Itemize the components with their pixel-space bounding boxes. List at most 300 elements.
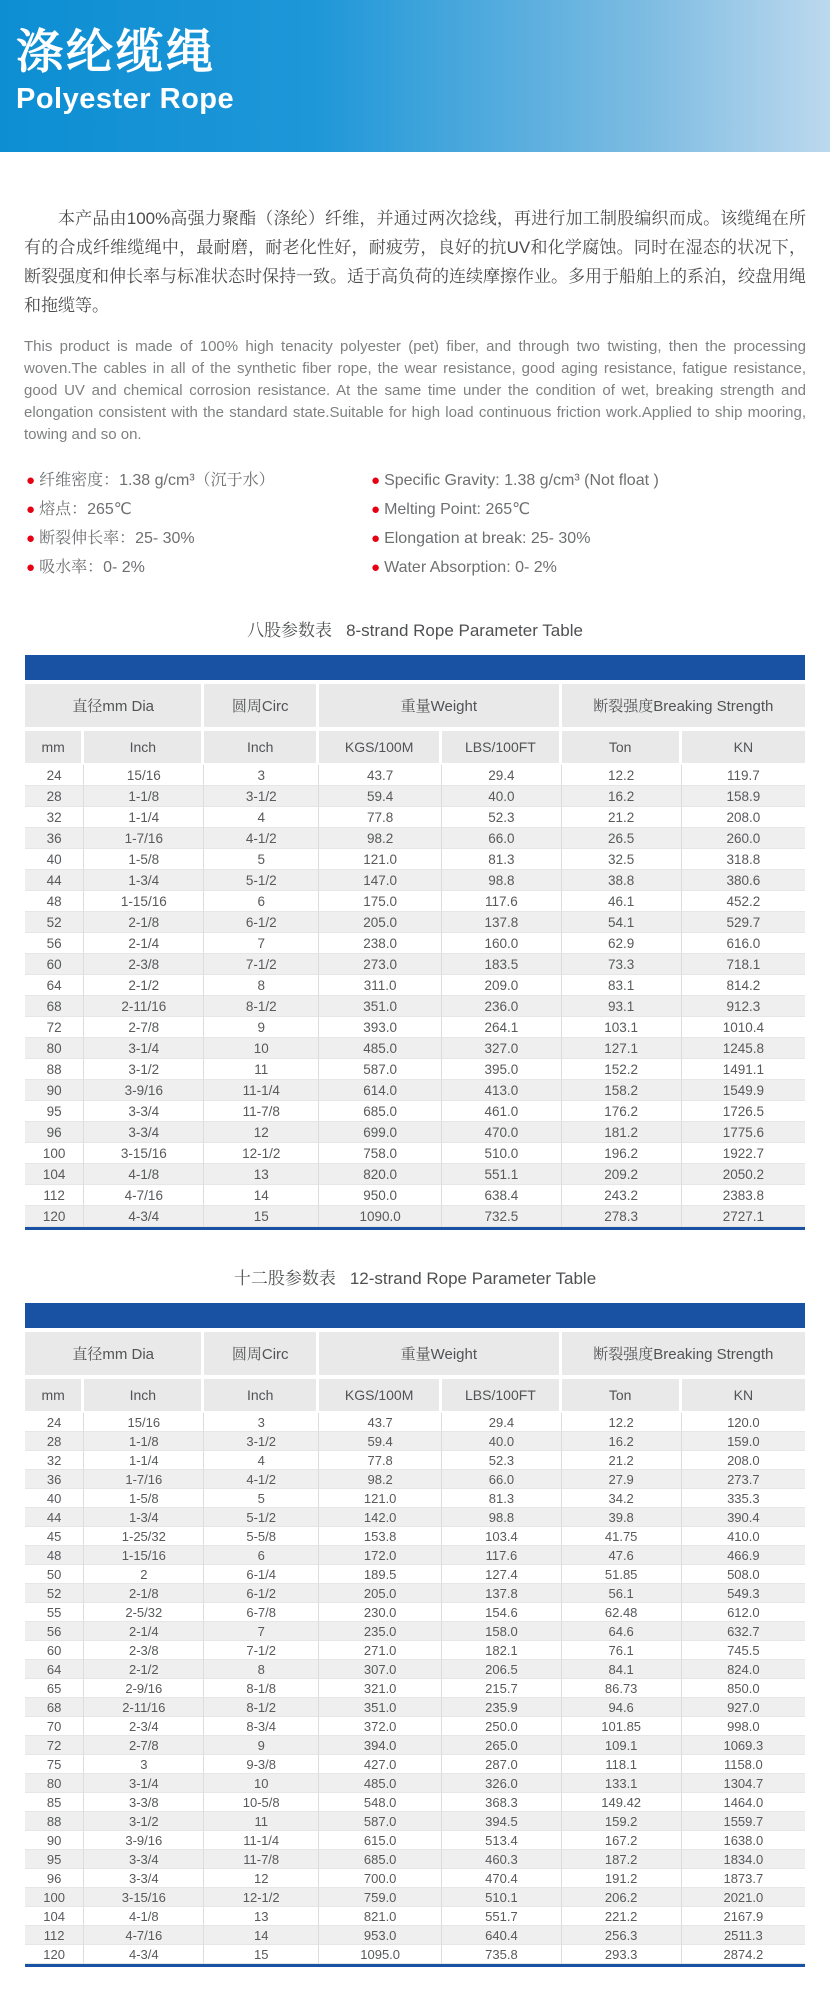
table-cell: 72: [25, 1017, 84, 1038]
table-cell: 1-1/8: [84, 786, 204, 807]
table-cell: 287.0: [442, 1755, 561, 1774]
table-cell: 2383.8: [682, 1185, 805, 1206]
table-cell: 1922.7: [682, 1143, 805, 1164]
table-cell: 158.9: [682, 786, 805, 807]
table-cell: 154.6: [442, 1603, 561, 1622]
table-cell: 98.8: [442, 870, 561, 891]
table-cell: 3-3/4: [84, 1850, 204, 1869]
table-cell: 36: [25, 828, 84, 849]
table-cell: 66.0: [442, 828, 561, 849]
table-cell: 614.0: [319, 1080, 442, 1101]
table-cell: 235.0: [319, 1622, 442, 1641]
table-cell: 485.0: [319, 1038, 442, 1059]
table-cell: 56: [25, 933, 84, 954]
bullet-icon: ●: [371, 472, 381, 489]
table-cell: 103.1: [562, 1017, 682, 1038]
table-row: [25, 1945, 805, 1964]
bullet-icon: ●: [26, 530, 36, 547]
table-cell: 83.1: [562, 975, 682, 996]
table-cell: 41.75: [562, 1527, 682, 1546]
table-cell: 65: [25, 1679, 84, 1698]
table-cell: 21.2: [562, 1451, 682, 1470]
table-cell: 1775.6: [682, 1122, 805, 1143]
table-cell: 94.6: [562, 1698, 682, 1717]
table-cell: 93.1: [562, 996, 682, 1017]
table-row: [25, 933, 805, 954]
table-row: [25, 1527, 805, 1546]
spec-item-label: Elongation at break: 25- 30%: [384, 530, 591, 547]
table-row: [25, 1101, 805, 1122]
table-cell: 12-1/2: [204, 1143, 319, 1164]
table-cell: 821.0: [319, 1907, 442, 1926]
table-cell: 10-5/8: [204, 1793, 319, 1812]
table-cell: 117.6: [442, 1546, 561, 1565]
table-cell: 24: [25, 765, 84, 786]
table-row: [25, 1508, 805, 1527]
group-column-header: 圆周Circ: [204, 1332, 319, 1379]
table-cell: 44: [25, 870, 84, 891]
table-cell: 13: [204, 1164, 319, 1185]
table-cell: 321.0: [319, 1679, 442, 1698]
table-cell: 52: [25, 912, 84, 933]
intro-paragraph-en: This product is made of 100% high tenacity polyester (pet) fiber, and through two twisting, then the processing woven.The cables in all of the synthetic fiber rope, the wear resistance, good aging resistance, fatigue resistance, good UV and chemical corrosion resistance. At the same time under the condition of wet, breaking strength and elongation consistent with the standard state.Suitable for high load continuous friction work.Applied to ship mooring, towing and so on.: [24, 338, 806, 443]
table-row: [25, 891, 805, 912]
table-cell: 1-1/4: [84, 807, 204, 828]
table-cell: 98.8: [442, 1508, 561, 1527]
table-row: [25, 1546, 805, 1565]
table-row: [25, 1451, 805, 1470]
table-cell: 427.0: [319, 1755, 442, 1774]
table-cell: 2-11/16: [84, 996, 204, 1017]
table-cell: 380.6: [682, 870, 805, 891]
table-cell: 549.3: [682, 1584, 805, 1603]
group-header-row: [25, 684, 805, 731]
table-row: [25, 1059, 805, 1080]
table-cell: 208.0: [682, 807, 805, 828]
table-cell: 12-1/2: [204, 1888, 319, 1907]
group-column-header: 断裂强度Breaking Strength: [562, 684, 805, 731]
table-cell: 59.4: [319, 786, 442, 807]
table-cell: 9: [204, 1017, 319, 1038]
table-cell: 112: [25, 1185, 84, 1206]
table-cell: 685.0: [319, 1850, 442, 1869]
table-12strand: [25, 1303, 805, 1967]
table-cell: 470.0: [442, 1122, 561, 1143]
table-cell: 68: [25, 996, 84, 1017]
table-row: [25, 1660, 805, 1679]
table-cell: 2-1/8: [84, 1584, 204, 1603]
column-header: KN: [682, 731, 805, 765]
table-cell: 3-3/8: [84, 1793, 204, 1812]
table-cell: 176.2: [562, 1101, 682, 1122]
table-cell: 8-3/4: [204, 1717, 319, 1736]
table-row: [25, 1907, 805, 1926]
table-cell: 64: [25, 975, 84, 996]
table-cell: 40: [25, 849, 84, 870]
table-cell: 3-1/2: [204, 786, 319, 807]
table-row: [25, 1793, 805, 1812]
table-cell: 485.0: [319, 1774, 442, 1793]
table-cell: 100: [25, 1143, 84, 1164]
table-cell: 1-3/4: [84, 870, 204, 891]
table-cell: 4: [204, 807, 319, 828]
table-cell: 117.6: [442, 891, 561, 912]
table-cell: 215.7: [442, 1679, 561, 1698]
table-cell: 62.9: [562, 933, 682, 954]
table-cell: 16.2: [562, 786, 682, 807]
table-cell: 8-1/2: [204, 1698, 319, 1717]
table-cell: 685.0: [319, 1101, 442, 1122]
table-row: [25, 996, 805, 1017]
table-cell: 1726.5: [682, 1101, 805, 1122]
table-cell: 149.42: [562, 1793, 682, 1812]
table-cell: 7: [204, 1622, 319, 1641]
table-cell: 206.2: [562, 1888, 682, 1907]
spec-item-label: 纤维密度：1.38 g/cm³（沉于水）: [39, 472, 275, 489]
table-cell: 1245.8: [682, 1038, 805, 1059]
table-cell: 40: [25, 1489, 84, 1508]
table-cell: 335.3: [682, 1489, 805, 1508]
table-cell: 183.5: [442, 954, 561, 975]
column-header-row: [25, 1379, 805, 1413]
table-cell: 243.2: [562, 1185, 682, 1206]
table-cell: 44: [25, 1508, 84, 1527]
table-cell: 4-7/16: [84, 1185, 204, 1206]
group-header-row: [25, 1332, 805, 1379]
table-cell: 368.3: [442, 1793, 561, 1812]
table-cell: 7-1/2: [204, 954, 319, 975]
table-cell: 615.0: [319, 1831, 442, 1850]
table-cell: 6: [204, 891, 319, 912]
table-cell: 34.2: [562, 1489, 682, 1508]
table-row: [25, 1603, 805, 1622]
table-cell: 8: [204, 1660, 319, 1679]
group-column-header: 重量Weight: [319, 1332, 562, 1379]
table-cell: 508.0: [682, 1565, 805, 1584]
bullet-icon: ●: [26, 501, 36, 518]
table-cell: 29.4: [442, 1413, 561, 1432]
table-cell: 75: [25, 1755, 84, 1774]
table-cell: 1834.0: [682, 1850, 805, 1869]
table-cell: 5: [204, 1489, 319, 1508]
table-cell: 28: [25, 786, 84, 807]
table-row: [25, 1926, 805, 1945]
table-cell: 26.5: [562, 828, 682, 849]
table-cell: 127.4: [442, 1565, 561, 1584]
table-cell: 3-1/4: [84, 1774, 204, 1793]
table-cell: 265.0: [442, 1736, 561, 1755]
table-cell: 372.0: [319, 1717, 442, 1736]
spec-item: [26, 466, 371, 495]
table-cell: 351.0: [319, 1698, 442, 1717]
table-cell: 1873.7: [682, 1869, 805, 1888]
bullet-icon: ●: [371, 530, 381, 547]
table-cell: 77.8: [319, 1451, 442, 1470]
table-title-8strand: [0, 616, 830, 641]
table-row: [25, 1185, 805, 1206]
table-cell: 15/16: [84, 765, 204, 786]
table-cell: 6-1/4: [204, 1565, 319, 1584]
table-cell: 137.8: [442, 1584, 561, 1603]
table-cell: 953.0: [319, 1926, 442, 1945]
table-cell: 3-15/16: [84, 1143, 204, 1164]
column-header: KN: [682, 1379, 805, 1413]
table-cell: 1069.3: [682, 1736, 805, 1755]
table-cell: 2-7/8: [84, 1017, 204, 1038]
table-cell: 8-1/2: [204, 996, 319, 1017]
table-cell: 119.7: [682, 765, 805, 786]
table-cell: 133.1: [562, 1774, 682, 1793]
table-cell: 15: [204, 1206, 319, 1227]
table-cell: 175.0: [319, 891, 442, 912]
table-cell: 153.8: [319, 1527, 442, 1546]
table-cell: 45: [25, 1527, 84, 1546]
table-cell: 172.0: [319, 1546, 442, 1565]
spec-item: [26, 495, 371, 524]
table-cell: 1-15/16: [84, 1546, 204, 1565]
table-cell: 236.0: [442, 996, 561, 1017]
table-cell: 273.7: [682, 1470, 805, 1489]
table-cell: 3-3/4: [84, 1869, 204, 1888]
table-cell: 221.2: [562, 1907, 682, 1926]
spec-item: [371, 524, 659, 553]
table-cell: 273.0: [319, 954, 442, 975]
table-row: [25, 1413, 805, 1432]
table-cell: 80: [25, 1774, 84, 1793]
table-cell: 1-1/8: [84, 1432, 204, 1451]
table-cell: 120: [25, 1206, 84, 1227]
table-cell: 38.8: [562, 870, 682, 891]
table-cell: 7: [204, 933, 319, 954]
table-cell: 3-9/16: [84, 1080, 204, 1101]
table-cell: 14: [204, 1926, 319, 1945]
table-cell: 206.5: [442, 1660, 561, 1679]
column-header-row: [25, 731, 805, 765]
table-cell: 950.0: [319, 1185, 442, 1206]
table-row: [25, 1717, 805, 1736]
table-cell: 311.0: [319, 975, 442, 996]
table-cell: 121.0: [319, 1489, 442, 1508]
table-cell: 54.1: [562, 912, 682, 933]
table-cell: 60: [25, 954, 84, 975]
table-cell: 2874.2: [682, 1945, 805, 1964]
table-cell: 466.9: [682, 1546, 805, 1565]
table-cell: 10: [204, 1038, 319, 1059]
table-cell: 66.0: [442, 1470, 561, 1489]
table-cell: 73.3: [562, 954, 682, 975]
spec-item: [371, 553, 659, 582]
table-cell: 36: [25, 1470, 84, 1489]
table-cell: 3-1/4: [84, 1038, 204, 1059]
table-row: [25, 1888, 805, 1907]
table-cell: 1-15/16: [84, 891, 204, 912]
table-cell: 264.1: [442, 1017, 561, 1038]
bullet-icon: ●: [26, 559, 36, 576]
table-cell: 2-5/32: [84, 1603, 204, 1622]
table-cell: 318.8: [682, 849, 805, 870]
table-cell: 50: [25, 1565, 84, 1584]
table-row: [25, 1812, 805, 1831]
spec-item: [371, 495, 659, 524]
table-cell: 307.0: [319, 1660, 442, 1679]
table-cell: 51.85: [562, 1565, 682, 1584]
column-header: KGS/100M: [319, 1379, 442, 1413]
table-cell: 529.7: [682, 912, 805, 933]
table-row: [25, 870, 805, 891]
table-row: [25, 1143, 805, 1164]
table-cell: 196.2: [562, 1143, 682, 1164]
table-title-12strand-zh: 十二股参数表: [233, 1269, 336, 1288]
table-cell: 2727.1: [682, 1206, 805, 1227]
table-cell: 390.4: [682, 1508, 805, 1527]
table-cell: 814.2: [682, 975, 805, 996]
table-cell: 638.4: [442, 1185, 561, 1206]
table-cell: 182.1: [442, 1641, 561, 1660]
table-cell: 64.6: [562, 1622, 682, 1641]
table-cell: 40.0: [442, 786, 561, 807]
table-cell: 551.1: [442, 1164, 561, 1185]
table-cell: 77.8: [319, 807, 442, 828]
spec-column-en: [371, 466, 659, 582]
bullet-icon: ●: [26, 472, 36, 489]
table-row: [25, 786, 805, 807]
table-cell: 927.0: [682, 1698, 805, 1717]
table-cell: 1-25/32: [84, 1527, 204, 1546]
table-row: [25, 1206, 805, 1227]
table-row: [25, 828, 805, 849]
table-cell: 2-11/16: [84, 1698, 204, 1717]
table-cell: 81.3: [442, 1489, 561, 1508]
table-cell: 39.8: [562, 1508, 682, 1527]
spec-item-label: Specific Gravity: 1.38 g/cm³ (Not float ): [384, 472, 659, 489]
table-cell: 12.2: [562, 1413, 682, 1432]
table-cell: 470.4: [442, 1869, 561, 1888]
table-cell: 235.9: [442, 1698, 561, 1717]
table-row: [25, 1565, 805, 1584]
table-row: [25, 807, 805, 828]
table-row: [25, 1164, 805, 1185]
table-row: [25, 1017, 805, 1038]
table-cell: 351.0: [319, 996, 442, 1017]
table-cell: 718.1: [682, 954, 805, 975]
table-row: [25, 765, 805, 786]
table-row: [25, 1641, 805, 1660]
column-header: Inch: [204, 1379, 319, 1413]
table-cell: 96: [25, 1869, 84, 1888]
table-cell: 632.7: [682, 1622, 805, 1641]
bullet-icon: ●: [371, 501, 381, 518]
table-cell: 745.5: [682, 1641, 805, 1660]
spec-item: [371, 466, 659, 495]
table-cell: 732.5: [442, 1206, 561, 1227]
table-cell: 452.2: [682, 891, 805, 912]
table-cell: 48: [25, 1546, 84, 1565]
table-cell: 32.5: [562, 849, 682, 870]
table-cell: 28: [25, 1432, 84, 1451]
table-cell: 393.0: [319, 1017, 442, 1038]
table-top-bar: [25, 655, 805, 680]
table-cell: 2-9/16: [84, 1679, 204, 1698]
table-cell: 88: [25, 1059, 84, 1080]
table-title-12strand-en: 12-strand Rope Parameter Table: [349, 1269, 597, 1288]
table-row: [25, 1774, 805, 1793]
table-cell: 3-3/4: [84, 1122, 204, 1143]
table-cell: 12: [204, 1122, 319, 1143]
table-cell: 912.3: [682, 996, 805, 1017]
table-cell: 700.0: [319, 1869, 442, 1888]
column-header: mm: [25, 1379, 84, 1413]
table-cell: 699.0: [319, 1122, 442, 1143]
table-cell: 2-3/4: [84, 1717, 204, 1736]
spec-item-label: 断裂伸长率：25- 30%: [39, 530, 195, 547]
table-row: [25, 1679, 805, 1698]
table-cell: 548.0: [319, 1793, 442, 1812]
table-row: [25, 975, 805, 996]
table-cell: 159.2: [562, 1812, 682, 1831]
table-cell: 76.1: [562, 1641, 682, 1660]
table-row: [25, 1432, 805, 1451]
table-cell: 230.0: [319, 1603, 442, 1622]
table-cell: 4-1/2: [204, 828, 319, 849]
table-cell: 1549.9: [682, 1080, 805, 1101]
table-cell: 56.1: [562, 1584, 682, 1603]
table-8strand: [25, 655, 805, 1230]
table-row: [25, 1470, 805, 1489]
table-cell: 205.0: [319, 1584, 442, 1603]
table-cell: 52.3: [442, 1451, 561, 1470]
table-cell: 824.0: [682, 1660, 805, 1679]
table-cell: 510.1: [442, 1888, 561, 1907]
table-cell: 6: [204, 1546, 319, 1565]
table-cell: 3-9/16: [84, 1831, 204, 1850]
table-cell: 1464.0: [682, 1793, 805, 1812]
table-cell: 2-1/4: [84, 1622, 204, 1641]
table-cell: 85: [25, 1793, 84, 1812]
table-cell: 4-1/8: [84, 1907, 204, 1926]
table-cell: 56: [25, 1622, 84, 1641]
header-banner: [0, 0, 830, 152]
product-title-en: Polyester Rope: [16, 82, 235, 115]
table-cell: 2-3/8: [84, 954, 204, 975]
table-cell: 513.4: [442, 1831, 561, 1850]
table-cell: 205.0: [319, 912, 442, 933]
table-cell: 209.0: [442, 975, 561, 996]
column-header: Inch: [84, 731, 204, 765]
group-column-header: 圆周Circ: [204, 684, 319, 731]
table-cell: 2167.9: [682, 1907, 805, 1926]
table-row: [25, 1122, 805, 1143]
table-cell: 40.0: [442, 1432, 561, 1451]
table-cell: 70: [25, 1717, 84, 1736]
table-cell: 159.0: [682, 1432, 805, 1451]
table-cell: 12.2: [562, 765, 682, 786]
column-header: KGS/100M: [319, 731, 442, 765]
table-cell: 47.6: [562, 1546, 682, 1565]
table-row: [25, 1489, 805, 1508]
table-cell: 758.0: [319, 1143, 442, 1164]
table-cell: 43.7: [319, 765, 442, 786]
table-cell: 80: [25, 1038, 84, 1059]
table-cell: 250.0: [442, 1717, 561, 1736]
table-cell: 52.3: [442, 807, 561, 828]
table-cell: 7-1/2: [204, 1641, 319, 1660]
table-cell: 103.4: [442, 1527, 561, 1546]
table-cell: 587.0: [319, 1059, 442, 1080]
table-cell: 4-3/4: [84, 1206, 204, 1227]
table-cell: 759.0: [319, 1888, 442, 1907]
group-column-header: 断裂强度Breaking Strength: [562, 1332, 805, 1379]
table-cell: 64: [25, 1660, 84, 1679]
